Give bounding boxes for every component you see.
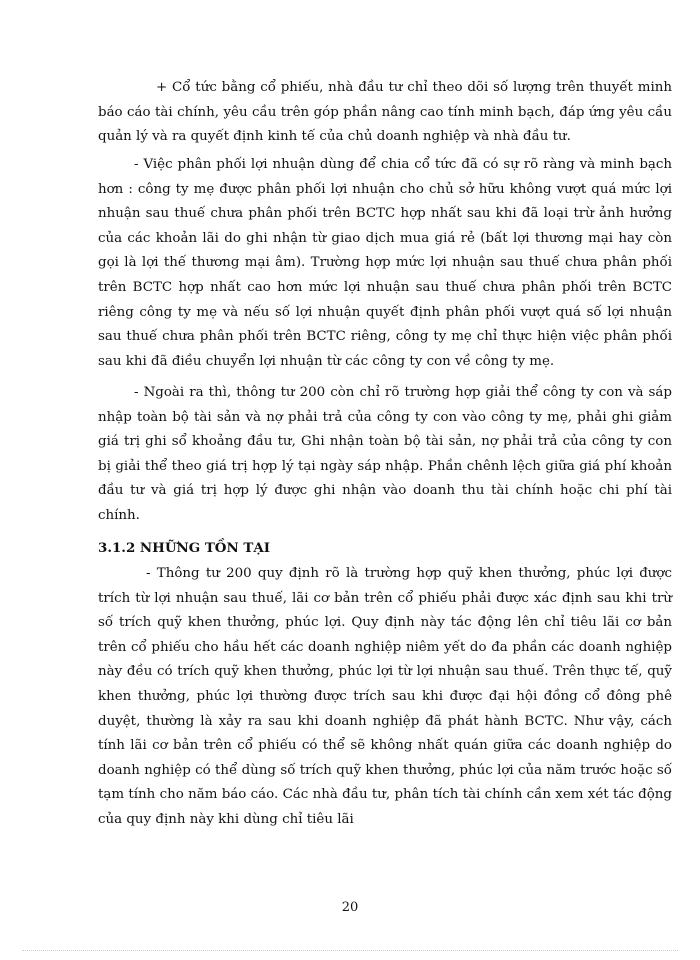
section-heading: 3.1.2 NHỮNG TỒN TẠI <box>98 540 270 556</box>
page-bottom-border <box>22 950 678 951</box>
paragraph-subsidiary-merger: - Ngoài ra thì, thông tư 200 còn chỉ rõ trường hợp giải thể công ty con và sáp nhập toàn bộ tài sản và nợ phải trả của công ty con vào công ty mẹ, phải ghi giảm giá trị ghi sổ khoảng đầu tư, Ghi nhận toàn bộ tài sản, nợ phải trả của công ty con bị giải thể theo giá trị hợp lý tại ngày sáp nhập. Phần chênh lệch giữa giá phí khoản đầu tư và giá trị hợp lý được ghi nhận vào doanh thu tài chính hoặc chi phí tài chính. <box>98 385 672 523</box>
paragraph-stock-dividend: + Cổ tức bằng cổ phiếu, nhà đầu tư chỉ theo dõi số lượng trên thuyết minh báo cáo tài chính, yêu cầu trên góp phần nâng cao tính minh bạch, đáp ứng yêu cầu quản lý và ra quyết định kinh tế của chủ doanh nghiệp và nhà đầu tư. <box>98 80 672 145</box>
page-number: 20 <box>341 900 359 915</box>
paragraph-profit-distribution: - Việc phân phối lợi nhuận dùng để chia cổ tức đã có sự rõ ràng và minh bạch hơn : công ty mẹ được phân phối lợi nhuận cho chủ sở hữu không vượt quá mức lợi nhuận sau thuế chưa phân phối trên BCTC hợp nhất sau khi đã loại trừ ảnh hưởng của các khoản lãi do ghi nhận từ giao dịch mua giá rẻ (bất lợi thương mại hay còn gọi là lợi thế thương mại âm). Trường hợp mức lợi nhuận sau thuế chưa phân phối trên BCTC hợp nhất cao hơn mức lợi nhuận sau thuế chưa phân phối trên BCTC riêng công ty mẹ và nếu số lợi nhuận quyết định phân phối vượt quá số lợi nhuận sau thuế chưa phân phối trên BCTC riêng, công ty mẹ chỉ thực hiện việc phân phối sau khi đã điều chuyển lợi nhuận từ các công ty con về công ty mẹ. <box>98 157 672 369</box>
paragraph-limitations: - Thông tư 200 quy định rõ là trường hợp quỹ khen thưởng, phúc lợi được trích từ lợi nhuận sau thuế, lãi cơ bản trên cổ phiếu phải được xác định sau khi trừ số trích quỹ khen thưởng, phúc lợi. Quy định này tác động lên chỉ tiêu lãi cơ bản trên cổ phiếu cho hầu hết các doanh nghiệp niêm yết do đa phần các doanh nghiệp này đều có trích quỹ khen thưởng, phúc lợi từ lợi nhuận sau thuế. Trên thực tế, quỹ khen thưởng, phúc lợi thường được trích sau khi được đại hội đồng cổ đông phê duyệt, thường là xảy ra sau khi doanh nghiệp đã phát hành BCTC. Như vậy, cách tính lãi cơ bản trên cổ phiếu có thể sẽ không nhất quán giữa các doanh nghiệp do doanh nghiệp có thể dùng số trích quỹ khen thưởng, phúc lợi của năm trước hoặc số tạm tính cho năm báo cáo. Các nhà đầu tư, phân tích tài chính cần xem xét tác động của quy định này khi dùng chỉ tiêu lãi <box>98 566 672 827</box>
